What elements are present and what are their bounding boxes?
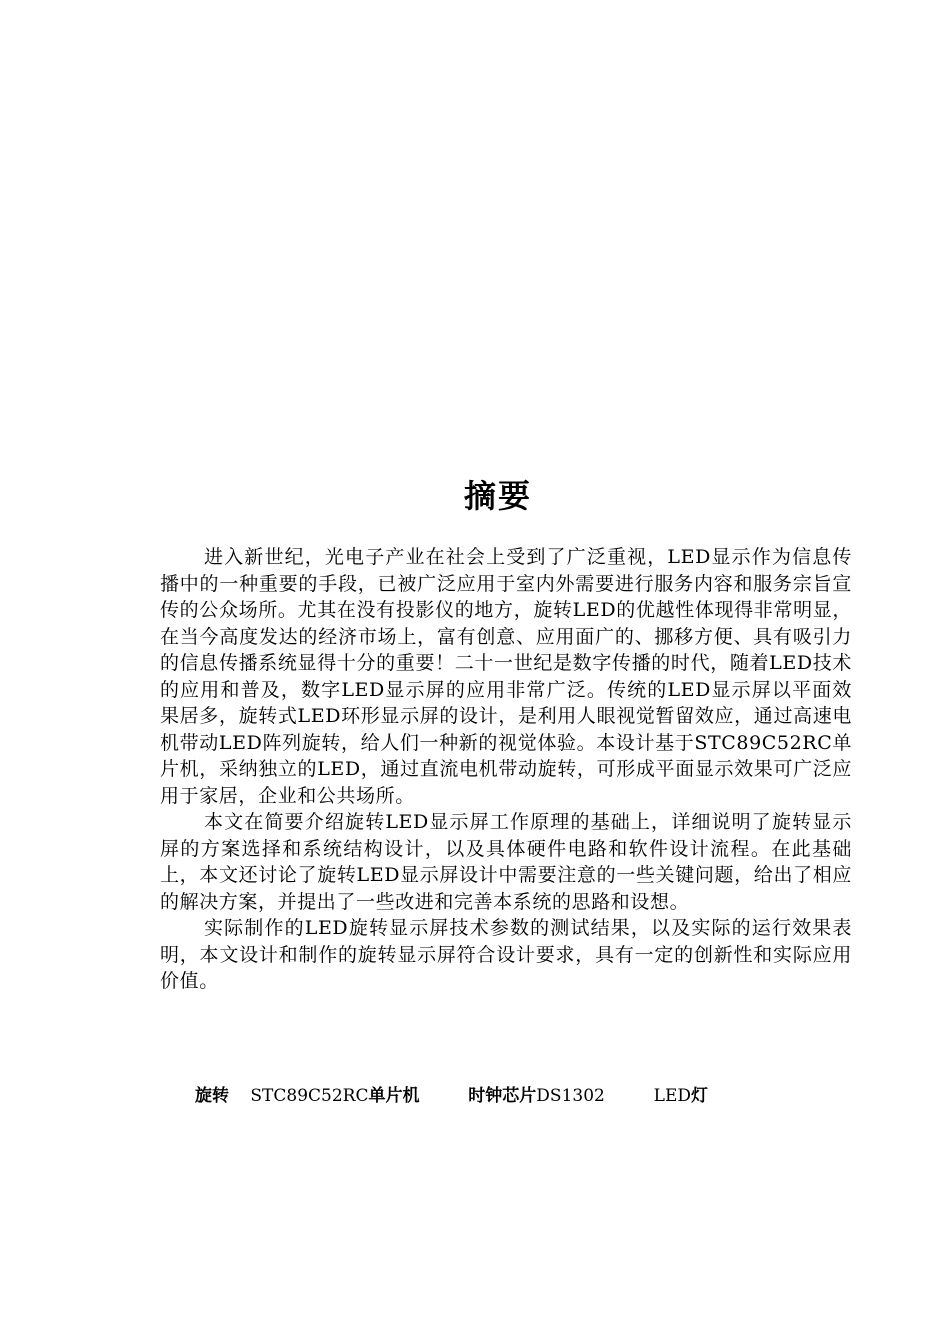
- keyword-clock-chip-code: DS1302: [536, 1086, 605, 1106]
- keyword-led-text: 灯: [691, 1086, 708, 1106]
- abstract-paragraph-2: 本文在简要介绍旋转LED显示屏工作原理的基础上，详细说明了旋转显示屏的方案选择和系统结构设计，以及具体硬件电路和软件设计流程。在此基础上，本文还讨论了旋转LED显示屏设计中需要注意的一些关键问题，给出了相应的解决方案，并提出了一些改进和完善本系统的思路和设想。: [160, 811, 852, 913]
- keyword-led-lamp: [654, 1082, 708, 1110]
- keyword-mcu-text: 单片机: [368, 1086, 420, 1106]
- keyword-mcu-code: STC89C52RC: [250, 1086, 369, 1106]
- abstract-title: 摘要: [463, 477, 532, 515]
- abstract-paragraph-1: 进入新世纪，光电子产业在社会上受到了广泛重视，LED显示作为信息传播中的一种重要的手段，已被广泛应用于室内外需要进行服务内容和服务宗旨宣传的公众场所。尤其在没有投影仪的地方，旋转LED的优越性体现得非常明显，在当今高度发达的经济市场上，富有创意、应用面广的、挪移方便、具有吸引力的信息传播系统显得十分的重要！二十一世纪是数字传播的时代，随着LED技术的应用和普及，数字LED显示屏的应用非常广泛。传统的LED显示屏以平面效果居多，旋转式LED环形显示屏的设计，是利用人眼视觉暂留效应，通过高速电机带动LED阵列旋转，给人们一种新的视觉体验。本设计基于STC89C52RC单片机，采纳独立的LED，通过直流电机带动旋转，可形成平面显示效果可广泛应用于家居，企业和公共场所。: [160, 546, 852, 807]
- keyword-clock-chip-text: 时钟芯片: [468, 1086, 537, 1106]
- abstract-paragraph-3: 实际制作的LED旋转显示屏技术参数的测试结果，以及实际的运行效果表明，本文设计和制作的旋转显示屏符合设计要求，具有一定的创新性和实际应用价值。: [160, 917, 852, 992]
- keyword-clock-chip: [468, 1082, 605, 1110]
- keyword-led-code: LED: [653, 1086, 691, 1106]
- keyword-mcu: [250, 1082, 419, 1110]
- keyword-rotation: 旋转: [195, 1086, 229, 1106]
- abstract-body: [160, 544, 852, 995]
- keywords-line: [195, 1082, 835, 1110]
